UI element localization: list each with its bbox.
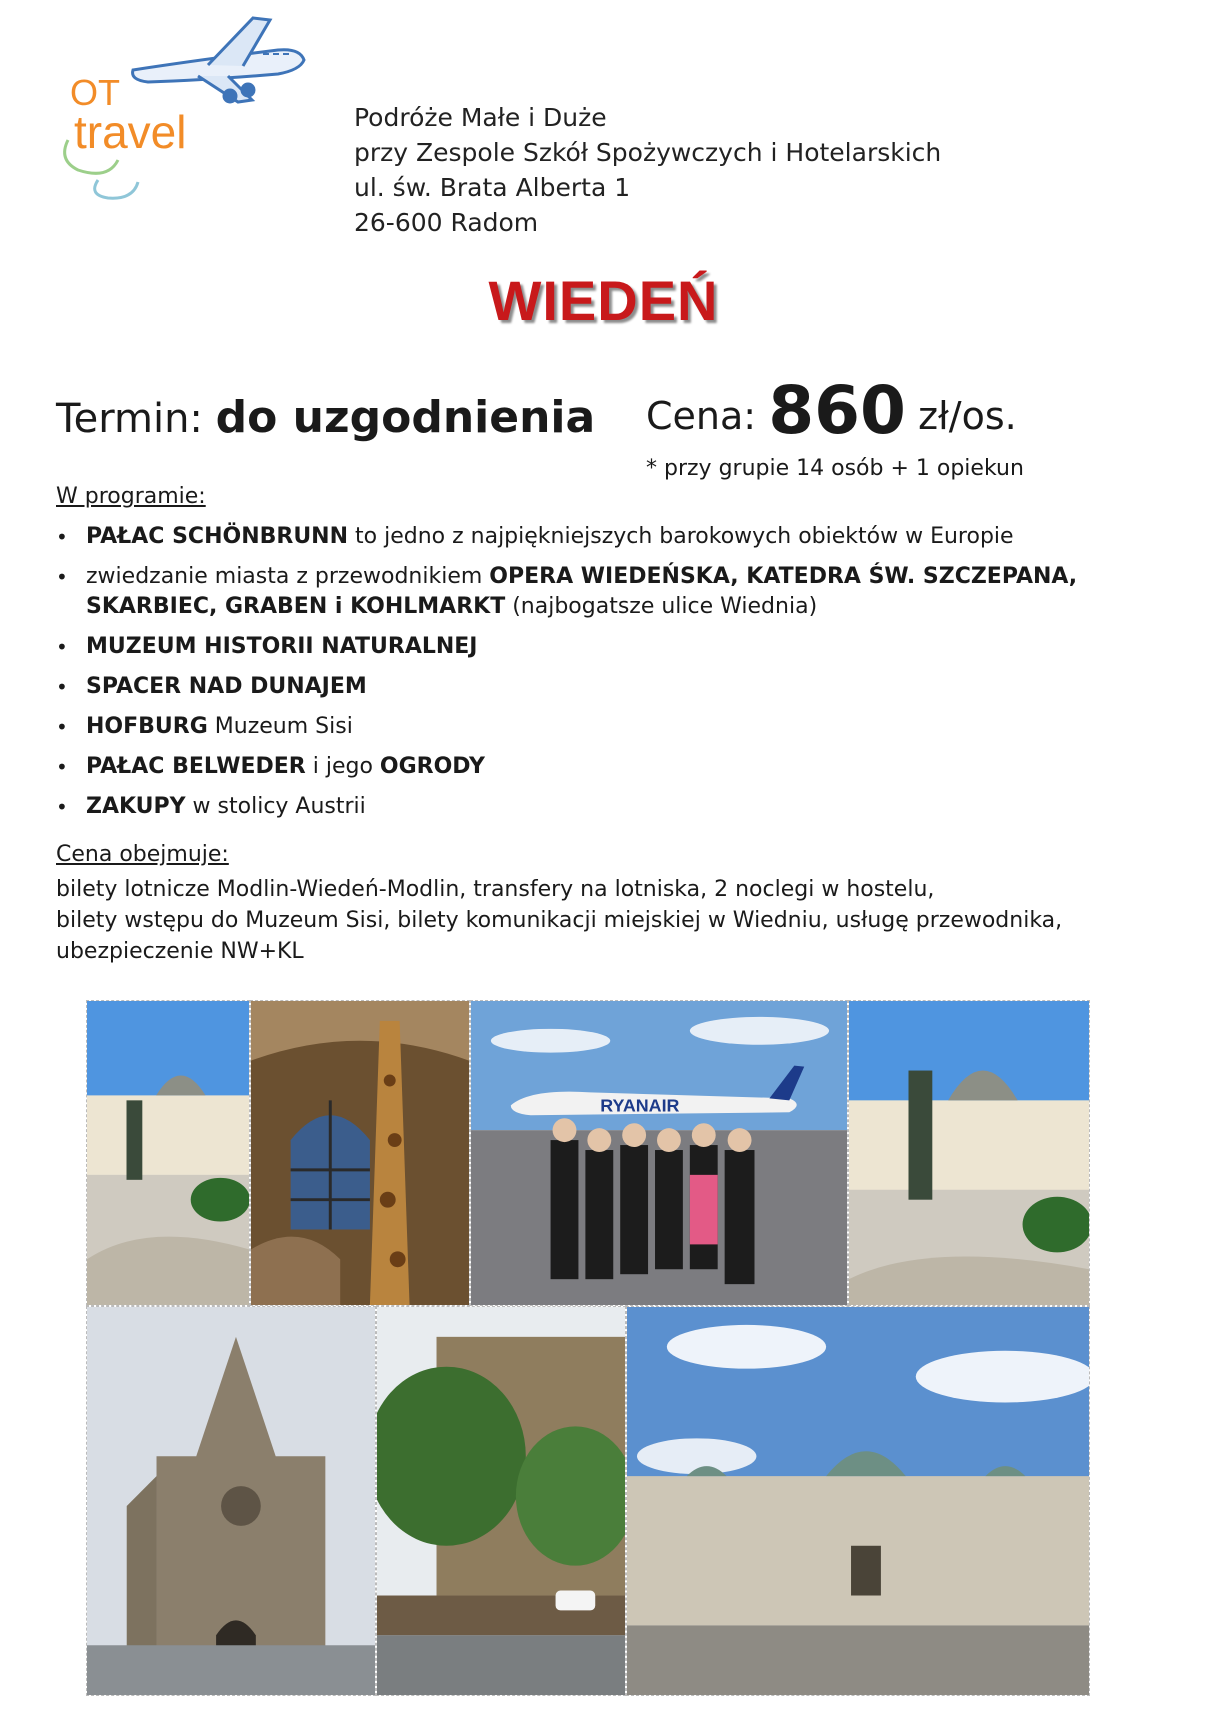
item-text: Muzeum Sisi bbox=[207, 714, 353, 739]
airplane-icon bbox=[133, 18, 304, 102]
item-bold: OGRODY bbox=[379, 754, 485, 779]
price bbox=[646, 372, 1017, 449]
item-bold: ZAKUPY bbox=[86, 794, 186, 819]
price-label: Cena: bbox=[646, 394, 757, 438]
item-text: (najbogatsze ulice Wiednia) bbox=[505, 594, 818, 619]
plane-text: RYANAIR bbox=[600, 1095, 680, 1116]
program-list bbox=[56, 522, 1136, 832]
ot-travel-logo bbox=[38, 10, 318, 210]
address-line: przy Zespole Szkół Spożywczych i Hotelarskich bbox=[354, 138, 942, 167]
address-block bbox=[354, 100, 941, 240]
item-bold: HOFBURG bbox=[86, 714, 208, 739]
address-line: Podróże Małe i Duże bbox=[354, 103, 607, 132]
price-unit: zł/os. bbox=[918, 394, 1017, 438]
item-text: zwiedzanie miasta z przewodnikiem bbox=[86, 564, 490, 589]
price-value: 860 bbox=[768, 372, 906, 449]
includes-line: bilety lotnicze Modlin-Wiedeń-Modlin, transfery na lotniska, 2 noclegi w hostelu, bbox=[56, 877, 935, 902]
termin-value: do uzgodnienia bbox=[215, 392, 596, 443]
item-text: i jego bbox=[305, 754, 380, 779]
item-bold: OPERA WIEDEŃSKA, KATEDRA ŚW. SZCZEPANA, SKARBIEC, GRABEN i KOHLMARKT bbox=[86, 564, 1078, 619]
list-item bbox=[56, 522, 1136, 552]
photo-airport-group bbox=[470, 1000, 848, 1306]
logo-line2: travel bbox=[74, 106, 187, 158]
address-line: ul. św. Brata Alberta 1 bbox=[354, 173, 631, 202]
address-line: 26-600 Radom bbox=[354, 208, 539, 237]
includes-line: bilety wstępu do Muzeum Sisi, bilety komunikacji miejskiej w Wiedniu, usługę przewodnika, bbox=[56, 908, 1063, 933]
photo-giraffe bbox=[250, 1000, 470, 1306]
list-item bbox=[56, 562, 1136, 622]
price-note: * przy grupie 14 osób + 1 opiekun bbox=[646, 456, 1024, 481]
termin bbox=[56, 392, 595, 443]
program-heading: W programie: bbox=[56, 484, 206, 509]
photo-hundertwasser bbox=[376, 1306, 626, 1696]
logo-line1: OT bbox=[70, 72, 120, 113]
list-item bbox=[56, 752, 1136, 782]
item-bold: SPACER NAD DUNAJEM bbox=[86, 674, 367, 699]
list-item bbox=[56, 712, 1136, 742]
includes-line: ubezpieczenie NW+KL bbox=[56, 939, 304, 964]
page-title: WIEDEŃ bbox=[488, 269, 719, 332]
list-item bbox=[56, 792, 1136, 822]
photo-hofburg bbox=[626, 1306, 1090, 1696]
termin-label: Termin: bbox=[56, 396, 203, 442]
photo-museum-1 bbox=[86, 1000, 250, 1306]
list-item bbox=[56, 672, 1136, 702]
item-text: to jedno z najpiękniejszych barokowych obiektów w Europie bbox=[348, 524, 1014, 549]
includes-text bbox=[56, 874, 1156, 967]
photo-cathedral bbox=[86, 1306, 376, 1696]
list-item bbox=[56, 632, 1136, 662]
photo-museum-2 bbox=[848, 1000, 1090, 1306]
item-bold: MUZEUM HISTORII NATURALNEJ bbox=[86, 634, 478, 659]
item-text: w stolicy Austrii bbox=[185, 794, 366, 819]
item-bold: PAŁAC SCHÖNBRUNN bbox=[86, 524, 349, 549]
item-bold: PAŁAC BELWEDER bbox=[86, 754, 306, 779]
includes-heading: Cena obejmuje: bbox=[56, 842, 229, 867]
